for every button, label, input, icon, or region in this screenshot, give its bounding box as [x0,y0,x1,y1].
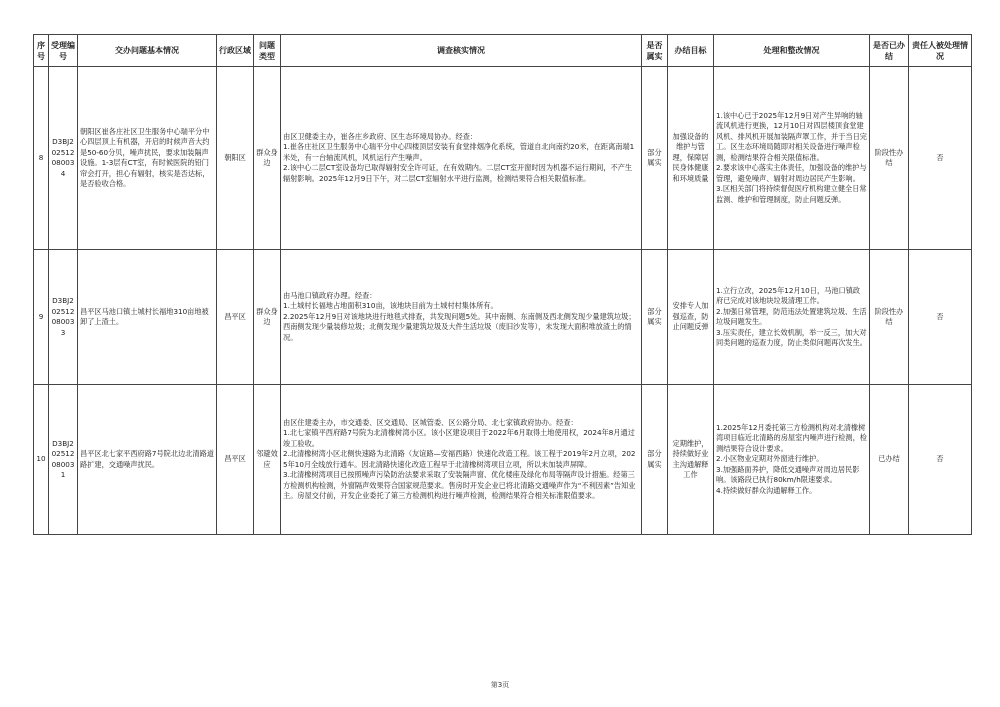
header-investigation: 调查核实情况 [281,35,642,67]
cell-type: 邻避效应 [254,385,281,535]
cell-investigation [281,250,642,385]
cell-truth: 部分属实 [642,385,668,535]
cell-problem: 昌平区马池口镇土城村长福地310亩地被卸了上渣土。 [78,250,217,385]
cell-problem: 朝阳区崔各庄社区卫生服务中心瑞平分中心四层顶上有机器，开启的时候声音大约是50-60分贝，噪声扰民，要求加装隔声设施。1-3层有CT室，有时候医院的铅门帘会打开，担心有辐射，核实是否达标，是否验收合格。 [78,67,217,250]
cell-goal: 定期维护，持续做好业主沟通解释工作 [668,385,714,535]
handling-paragraph: 3.区相关部门将持续督促医疗机构建立健全日常监测、维护和管理制度，防止问题反弹。 [716,184,867,204]
investigation-paragraph: 1.崔各庄社区卫生服务中心瑞平分中心四楼顶层安装有食堂排烟净化系统，管道自北向南约20米，在距离南端1米处，有一台轴流风机，风机运行产生噪声。 [283,142,635,162]
cell-done: 阶段性办结 [870,250,909,385]
cell-id: D3BJ202512080031 [49,385,78,535]
cell-truth: 部分属实 [642,250,668,385]
cell-district: 朝阳区 [217,67,254,250]
cell-district: 昌平区 [217,385,254,535]
cell-goal: 加强设备的维护与管理，保障居民身体健康和环境质量 [668,67,714,250]
cell-id: D3BJ202512080034 [49,67,78,250]
cell-done: 已办结 [870,385,909,535]
cell-truth: 部分属实 [642,67,668,250]
investigation-paragraph: 由区卫健委主办，崔各庄乡政府、区生态环境局协办。经查： [283,131,478,141]
header-goal: 办结目标 [668,35,714,67]
header-type: 问题类型 [254,35,281,67]
table-header-row [34,35,972,67]
investigation-paragraph: 由区住建委主办，市交通委、区交通局、区城管委、区公路分局、北七家镇政府协办。经查： [283,417,578,427]
page-number: 第3页 [490,681,510,689]
investigation-paragraph: 1.土城村长福地占地面积310亩，该地块目前为土城村村集体所有。 [283,301,498,311]
header-accountability: 责任人被处理情况 [909,35,972,67]
handling-paragraph: 1.该中心已于2025年12月9日对产生异响的轴流风机进行更换，12月10日对四层楼顶食堂建风机、排风机开展加装隔声罩工作，并于当日完工。区生态环境局随即对相关设备进行噪声检测，检测结果符合相关限值标准。 [716,110,867,162]
table-row [34,385,972,535]
cell-done: 阶段性办结 [870,67,909,250]
investigation-paragraph: 2.北清橡树湾小区北侧快速路为北清路（友谊路—安福西路）快速化改造工程。该工程于2019年2月立项，2025年10月全线放行通车。因北清路快速化改造工程早于北清橡树湾项目立项，所以未加装声屏障。 [283,449,636,469]
cell-seq: 8 [34,67,49,250]
investigation-paragraph: 2.该中心二层CT室设备均已取得辐射安全许可证，在有效期内。二层CT室开窗时因为机器不运行期间，不产生辐射影响。2025年12月9日下午，对二层CT室辐射水平进行监测，检测结果符合相关限值标准。 [283,163,633,183]
cell-investigation [281,385,642,535]
investigation-paragraph: 2.2025年12月9日对该地块进行地毯式排查，共发现问题5处。其中南侧、东南侧及西北侧发现少量建筑垃圾；西南侧发现少量装修垃圾；北侧发现少量建筑垃圾及大件生活垃圾（废旧沙发等），未发现大面积堆放渣土的情况。 [283,311,636,342]
handling-paragraph: 1.2025年12月委托第三方检测机构对北清橡树湾项目临近北清路的房屋室内噪声进行检测，检测结果符合设计要求。 [716,422,867,453]
handling-paragraph: 3.压实责任，建立长效机制，举一反三，加大对同类问题的巡查力度，防止类似问题再次发生。 [716,327,867,347]
handling-paragraph: 4.持续做好群众沟通解释工作。 [716,485,817,495]
table-row [34,250,972,385]
handling-paragraph: 1.立行立改，2025年12月10日，马池口镇政府已完成对该地块垃圾清理工作。 [716,285,861,305]
investigation-paragraph: 1.北七家镇平西府路7号院为北清橡树湾小区。该小区建设项目于2022年6月取得土地使用权，2024年8月通过竣工验收。 [283,428,635,448]
cell-handling [714,385,870,535]
header-handling: 处理和整改情况 [714,35,870,67]
investigation-paragraph: 3.北清橡树湾项目已按照噪声污染防治法要求采取了安装隔声窗、优化楼座及绿化布局等隔声设计措施。经第三方检测机构检测，外窗隔声效果符合国家规范要求。售房时开发企业已将北清路交通噪声作为“不利因素”告知业主。房屋交付前，开发企业委托了第三方检测机构进行噪声检测，检测结果符合相关标准限值要求。 [283,470,636,500]
header-seq: 序号 [34,35,49,67]
header-truth: 是否属实 [642,35,668,67]
investigation-paragraph: 由马池口镇政府办理。经查： [283,290,377,300]
cell-id: D3BJ202512080033 [49,250,78,385]
handling-paragraph: 2.小区物业定期对外窗进行维护。 [716,454,824,464]
cell-district: 昌平区 [217,250,254,385]
cell-seq: 9 [34,250,49,385]
cell-handling [714,67,870,250]
header-district: 行政区域 [217,35,254,67]
handling-paragraph: 2.加强日常管理，防范违法处置建筑垃圾、生活垃圾问题发生。 [716,306,867,326]
header-problem: 交办问题基本情况 [78,35,217,67]
complaint-table [33,34,972,535]
handling-paragraph: 3.加强路面养护，降低交通噪声对周边居民影响。该路段已执行80km/h限速要求。 [716,464,860,485]
header-id: 受理编号 [49,35,78,67]
header-done: 是否已办结 [870,35,909,67]
cell-handling [714,250,870,385]
handling-paragraph: 2.要求该中心落实主体责任，加强设备的维护与管理，避免噪声、辐射对周边居民产生影响。 [716,163,867,183]
cell-type: 群众身边 [254,67,281,250]
cell-accountability: 否 [909,385,972,535]
cell-seq: 10 [34,385,49,535]
cell-problem: 昌平区北七家平西府路7号院北边北清路道路扩建，交通噪声扰民。 [78,385,217,535]
cell-type: 群众身边 [254,250,281,385]
table-row [34,67,972,250]
cell-accountability: 否 [909,250,972,385]
cell-accountability: 否 [909,67,972,250]
cell-goal: 安排专人加强巡查，防止问题反弹 [668,250,714,385]
cell-investigation [281,67,642,250]
